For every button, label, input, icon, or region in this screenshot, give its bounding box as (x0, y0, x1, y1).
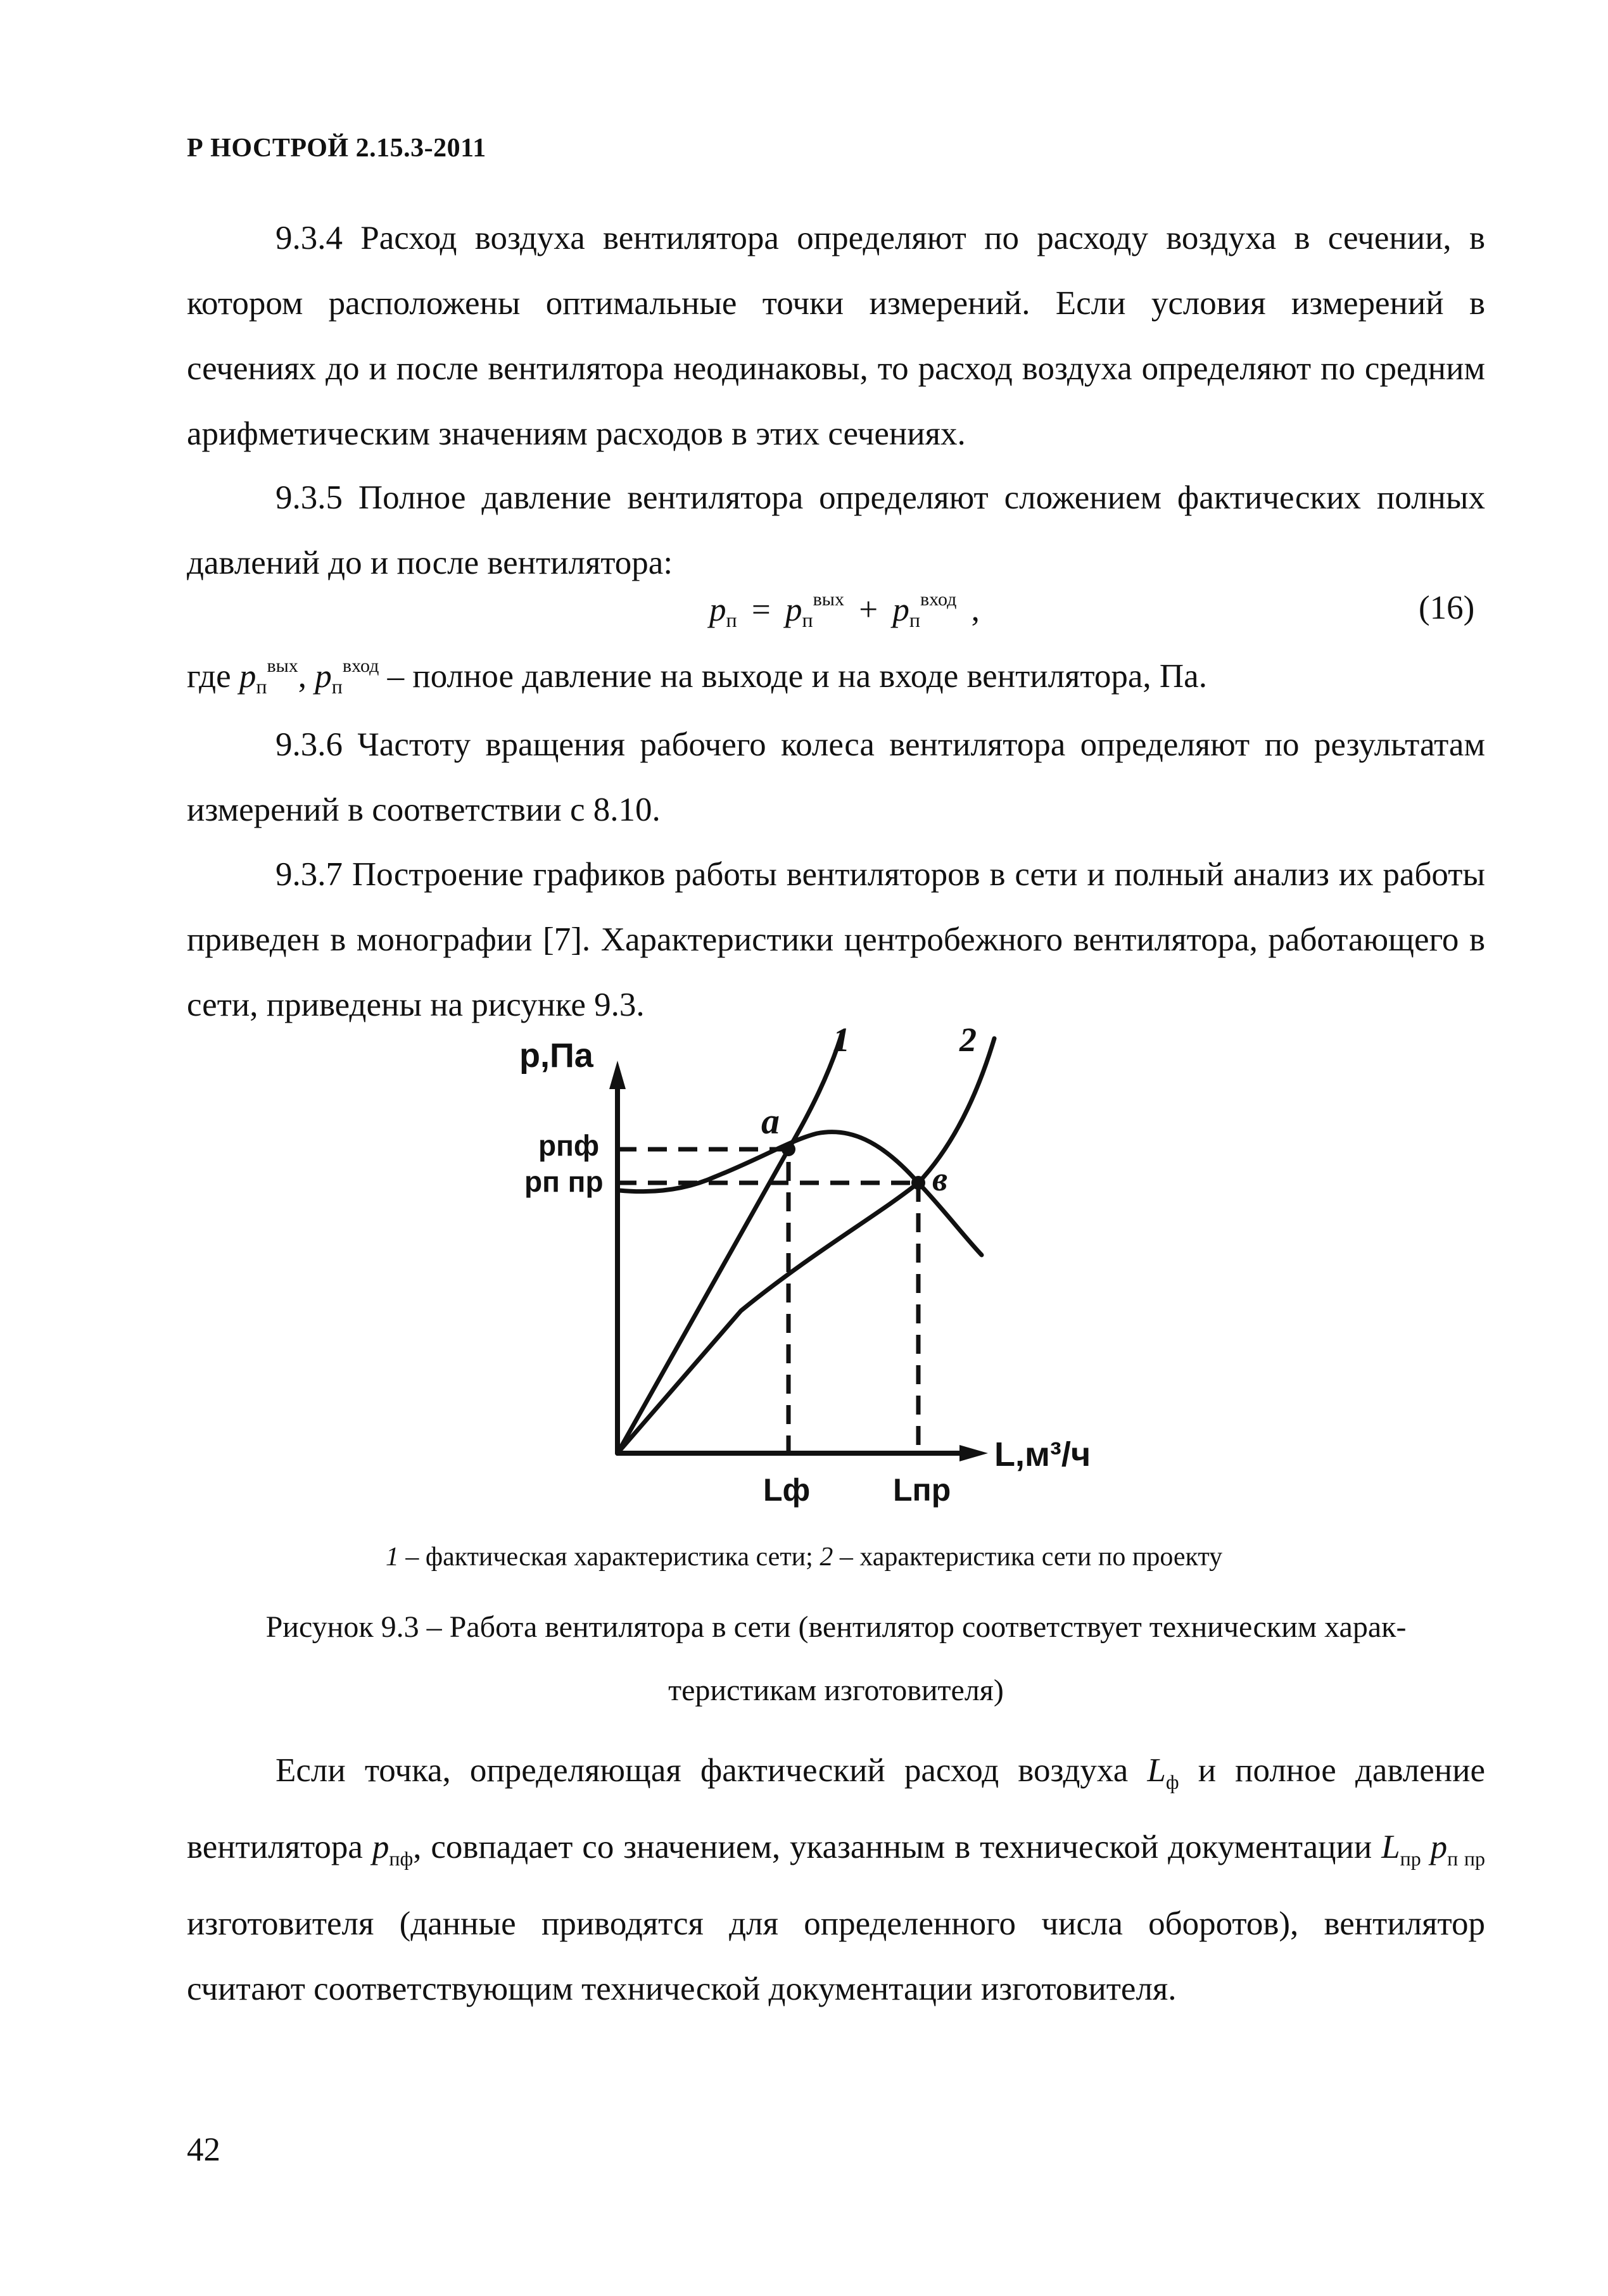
l-pr-label: Lпр (893, 1472, 951, 1508)
x-axis-label: L,м³/ч (994, 1435, 1091, 1473)
formula-term2: p (892, 591, 909, 628)
point-a-label: а (761, 1101, 780, 1142)
formula-plus: + (859, 591, 878, 628)
curve-1-label: 1 (833, 1021, 850, 1059)
x-axis-arrowhead (959, 1445, 988, 1461)
curve-2-label: 2 (959, 1021, 977, 1059)
formula-term1-sub: п (802, 609, 813, 631)
curve-2-design-network (617, 1038, 994, 1453)
p-ppr-label: рп пр (524, 1165, 604, 1198)
closing-text-4: изготовителя (данные приводятся для определенного числа оборотов), вентилятор считают соответствующим технической документации изготовителя. (187, 1905, 1485, 2007)
formula-where-line (187, 655, 1207, 698)
point-a-marker (782, 1142, 795, 1156)
where-var2-sup: вход (342, 655, 379, 676)
formula-16 (709, 589, 986, 632)
paragraph-text: 9.3.5 Полное давление вентилятора определяют сложением фактических полных давлений до и после вентилятора: (187, 479, 1485, 581)
y-axis-arrowhead (609, 1061, 626, 1089)
point-b-label: в (932, 1160, 948, 1198)
figure-caption-line-1: Рисунок 9.3 – Работа вентилятора в сети (вентилятор соответствует техническим харак- (265, 1610, 1407, 1644)
y-axis-label: р,Па (519, 1037, 593, 1075)
formula-lhs-sub: п (726, 609, 737, 631)
closing-text-1: Если точка, определяющая фактический расход воздуха (275, 1752, 1148, 1789)
formula-term1: p (785, 591, 802, 628)
closing-var-p-sub: пф (389, 1847, 414, 1870)
paragraph-text: 9.3.6 Частоту вращения рабочего колеса вентилятора определяют по результатам измерений в соответствии с 8.10. (187, 726, 1485, 828)
closing-var-p2: p (1430, 1829, 1448, 1865)
formula-term2-sup: вход (920, 589, 957, 610)
where-var2: p (315, 658, 332, 695)
paragraph-9-3-7 (187, 842, 1485, 1038)
legend-1-number: 1 (385, 1542, 399, 1572)
formula-lhs: p (709, 591, 726, 628)
figure-caption-line-2: теристикам изготовителя) (668, 1674, 1004, 1707)
closing-var-L2: L (1381, 1829, 1400, 1865)
figure-legend (0, 1542, 1608, 1572)
figure-fan-network-characteristics (513, 1013, 1134, 1529)
closing-var-p: p (372, 1829, 389, 1865)
formula-equals: = (751, 591, 771, 628)
figure-caption (187, 1596, 1485, 1722)
paragraph-text: 9.3.7 Построение графиков работы вентиляторов в сети и полный анализ их работы приведен в монографии [7]. Характеристики центробежного вентилятора, работающего в сети, приведены на рисунке 9.3. (187, 856, 1485, 1023)
formula-term1-sup: вых (813, 589, 844, 610)
where-lead: где (187, 658, 231, 695)
closing-var-L: L (1147, 1752, 1166, 1789)
where-description: – полное давление на выходе и на входе вентилятора, Па. (387, 658, 1207, 695)
where-var1-sub: п (256, 675, 267, 698)
formula-comma: , (971, 591, 980, 628)
closing-var-p2-sub: п пр (1447, 1847, 1486, 1870)
p-pf-label: рпф (538, 1129, 600, 1162)
curve-1-actual-network (617, 1032, 842, 1453)
closing-text-2: и полное давление вентилятора (187, 1752, 1485, 1865)
paragraph-9-3-6 (187, 712, 1485, 843)
figure-svg (513, 1013, 1134, 1526)
paragraph-9-3-4 (187, 206, 1485, 467)
closing-var-L-sub: ф (1165, 1770, 1179, 1793)
legend-2-text: – характеристика сети по проекту (833, 1542, 1223, 1572)
legend-2-number: 2 (820, 1542, 833, 1572)
point-b-marker (911, 1176, 925, 1190)
equation-number: (16) (1419, 590, 1475, 626)
page-number: 42 (187, 2131, 220, 2168)
closing-text-3: , совпадает со значением, указанным в технической документации (413, 1829, 1382, 1865)
where-var1-sup: вых (267, 655, 298, 676)
formula-term2-sub: п (909, 609, 920, 631)
paragraph-text: 9.3.4 Расход воздуха вентилятора определяют по расходу воздуха в сечении, в котором расположены оптимальные точки измерений. Если условия измерений в сечениях до и после вентилятора неодинаковы, то расход воздуха определяют по средним арифметическим значениям расходов в этих сечениях. (187, 220, 1485, 452)
closing-var-L2-sub: пр (1400, 1847, 1421, 1870)
l-f-label: Lф (763, 1472, 811, 1508)
curve-fan-characteristic (619, 1132, 982, 1255)
document-header: Р НОСТРОЙ 2.15.3-2011 (187, 134, 486, 163)
where-var1: p (239, 658, 256, 695)
paragraph-closing (187, 1738, 1485, 2022)
legend-1-text: – фактическая характеристика сети; (398, 1542, 820, 1572)
where-separator: , (298, 658, 307, 695)
paragraph-9-3-5 (187, 465, 1485, 596)
where-var2-sub: п (331, 675, 343, 698)
